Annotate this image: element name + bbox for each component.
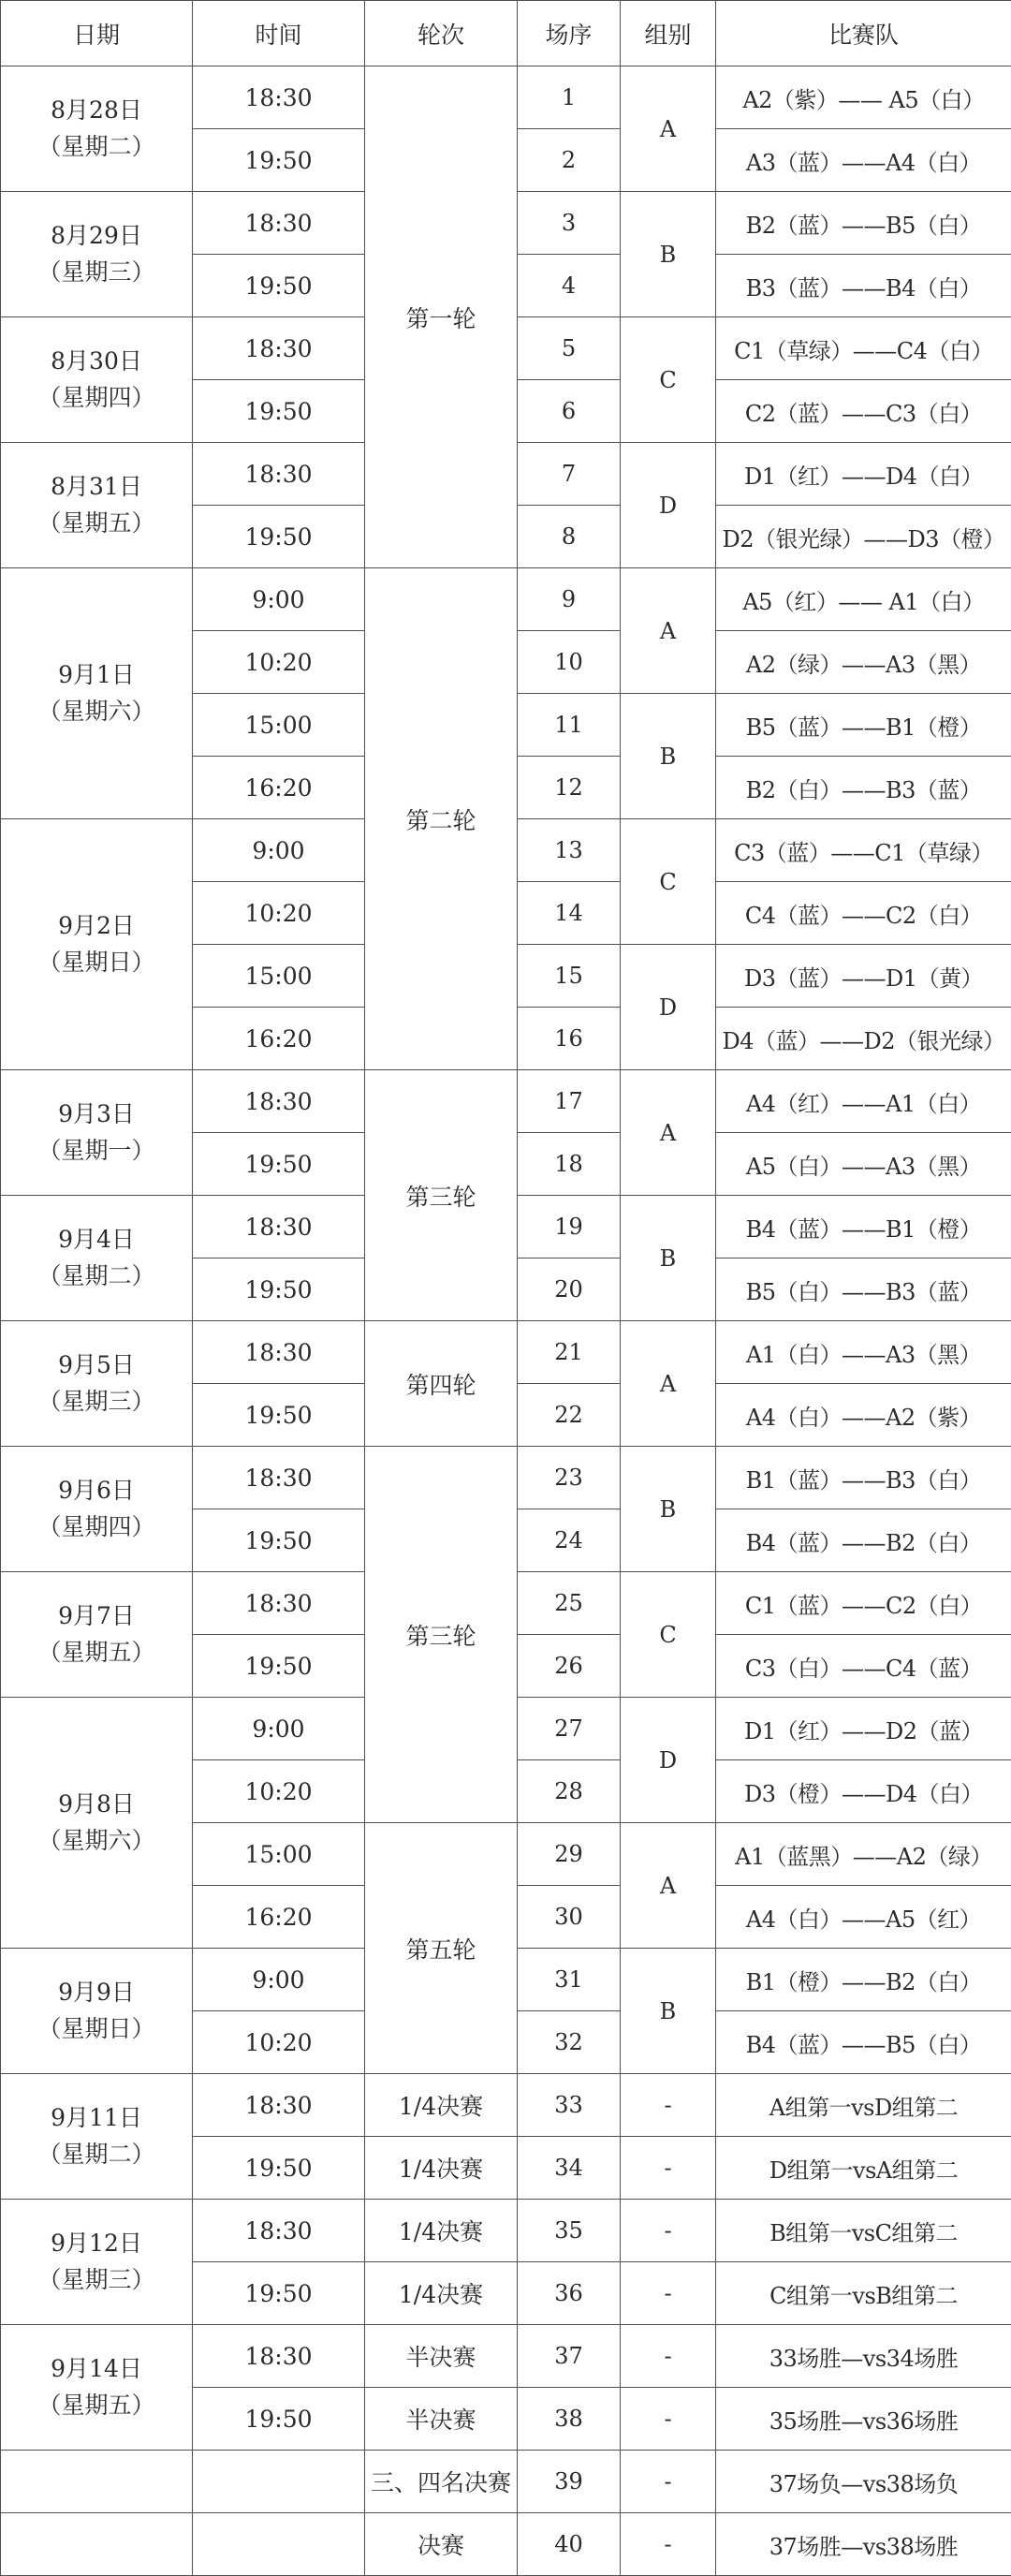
time-cell: 18:30 — [193, 2074, 365, 2137]
time-cell: 19:50 — [193, 2137, 365, 2200]
time-cell: 9:00 — [193, 819, 365, 882]
matchup-cell: B3（蓝）——B4（白） — [716, 255, 1011, 317]
weekday-text: （星期四） — [1, 380, 192, 417]
matchup-cell: C1（草绿）——C4（白） — [716, 317, 1011, 380]
date-cell — [1, 317, 193, 443]
match-number-cell: 19 — [518, 1196, 621, 1259]
group-cell: A — [621, 1823, 716, 1949]
weekday-text: （星期二） — [1, 129, 192, 166]
header-round: 轮次 — [365, 1, 518, 66]
matchup-cell: A2（绿）——A3（黑） — [716, 631, 1011, 694]
weekday-text: （星期二） — [1, 1259, 192, 1295]
match-number-cell: 15 — [518, 945, 621, 1008]
time-cell — [193, 2451, 365, 2513]
match-number-cell: 17 — [518, 1070, 621, 1133]
date-cell — [1, 1447, 193, 1572]
group-cell: C — [621, 1572, 716, 1698]
table-row — [1, 2451, 1011, 2513]
time-cell: 10:20 — [193, 2011, 365, 2074]
matchup-cell: 33场胜—vs34场胜 — [716, 2325, 1011, 2388]
matchup-cell: C4（蓝）——C2（白） — [716, 882, 1011, 945]
matchup-cell: B2（白）——B3（蓝） — [716, 757, 1011, 819]
time-cell: 19:50 — [193, 1509, 365, 1572]
time-cell: 19:50 — [193, 1133, 365, 1196]
weekday-text: （星期四） — [1, 1509, 192, 1546]
weekday-text: （星期五） — [1, 2388, 192, 2424]
match-number-cell: 12 — [518, 757, 621, 819]
group-cell: A — [621, 1070, 716, 1196]
time-cell: 9:00 — [193, 1949, 365, 2011]
time-cell: 16:20 — [193, 1886, 365, 1949]
time-cell: 10:20 — [193, 882, 365, 945]
round-cell: 第四轮 — [365, 1321, 518, 1447]
date-text: 9月14日 — [1, 2351, 192, 2388]
time-cell: 15:00 — [193, 694, 365, 757]
match-number-cell: 25 — [518, 1572, 621, 1635]
matchup-cell: A5（白）——A3（黑） — [716, 1133, 1011, 1196]
table-row — [1, 1321, 1011, 1384]
time-cell: 15:00 — [193, 945, 365, 1008]
weekday-text: （星期一） — [1, 1133, 192, 1170]
match-number-cell: 1 — [518, 66, 621, 129]
match-number-cell: 23 — [518, 1447, 621, 1509]
match-number-cell: 29 — [518, 1823, 621, 1886]
time-cell: 19:50 — [193, 1635, 365, 1698]
time-cell — [193, 2513, 365, 2576]
group-cell: C — [621, 819, 716, 945]
time-cell: 16:20 — [193, 1008, 365, 1070]
date-cell — [1, 1949, 193, 2074]
matchup-cell: D4（蓝）——D2（银光绿） — [716, 1008, 1011, 1070]
date-text: 8月31日 — [1, 469, 192, 506]
date-text: 9月4日 — [1, 1222, 192, 1259]
round-cell: 第三轮 — [365, 1070, 518, 1321]
header-time: 时间 — [193, 1, 365, 66]
match-number-cell: 13 — [518, 819, 621, 882]
table-row — [1, 2513, 1011, 2576]
time-cell: 19:50 — [193, 255, 365, 317]
date-text: 9月7日 — [1, 1598, 192, 1635]
matchup-cell: B1（橙）——B2（白） — [716, 1949, 1011, 2011]
header-group: 组别 — [621, 1, 716, 66]
match-number-cell: 14 — [518, 882, 621, 945]
time-cell: 19:50 — [193, 1384, 365, 1447]
time-cell: 18:30 — [193, 66, 365, 129]
match-number-cell: 35 — [518, 2200, 621, 2262]
weekday-text: （星期日） — [1, 2011, 192, 2048]
match-number-cell: 11 — [518, 694, 621, 757]
match-number-cell: 3 — [518, 192, 621, 255]
matchup-cell: 35场胜—vs36场胜 — [716, 2388, 1011, 2451]
date-text: 9月5日 — [1, 1347, 192, 1384]
match-number-cell: 27 — [518, 1698, 621, 1760]
matchup-cell: A1（白）——A3（黑） — [716, 1321, 1011, 1384]
match-number-cell: 6 — [518, 380, 621, 443]
match-number-cell: 22 — [518, 1384, 621, 1447]
group-cell: A — [621, 66, 716, 192]
date-text: 9月8日 — [1, 1787, 192, 1823]
time-cell: 18:30 — [193, 1572, 365, 1635]
matchup-cell: C组第一vsB组第二 — [716, 2262, 1011, 2325]
time-cell: 18:30 — [193, 1321, 365, 1384]
round-cell: 第三轮 — [365, 1447, 518, 1823]
table-row — [1, 66, 1011, 129]
date-text: 9月2日 — [1, 908, 192, 945]
matchup-cell: A1（蓝黑）——A2（绿） — [716, 1823, 1011, 1886]
date-cell — [1, 1196, 193, 1321]
time-cell: 18:30 — [193, 317, 365, 380]
date-cell — [1, 2325, 193, 2451]
time-cell: 18:30 — [193, 443, 365, 506]
matchup-cell: B组第一vsC组第二 — [716, 2200, 1011, 2262]
match-number-cell: 33 — [518, 2074, 621, 2137]
matchup-cell: A4（红）——A1（白） — [716, 1070, 1011, 1133]
round-cell: 第二轮 — [365, 568, 518, 1070]
match-number-cell: 24 — [518, 1509, 621, 1572]
group-cell: A — [621, 1321, 716, 1447]
round-cell: 1/4决赛 — [365, 2137, 518, 2200]
group-cell: C — [621, 317, 716, 443]
group-cell: D — [621, 443, 716, 568]
matchup-cell: D1（红）——D4（白） — [716, 443, 1011, 506]
time-cell: 18:30 — [193, 2200, 365, 2262]
round-cell: 半决赛 — [365, 2388, 518, 2451]
date-cell — [1, 1698, 193, 1949]
match-number-cell: 30 — [518, 1886, 621, 1949]
weekday-text: （星期六） — [1, 694, 192, 730]
match-number-cell: 2 — [518, 129, 621, 192]
weekday-text: （星期三） — [1, 1384, 192, 1420]
date-text: 9月11日 — [1, 2100, 192, 2137]
time-cell: 19:50 — [193, 380, 365, 443]
date-cell — [1, 2200, 193, 2325]
date-text: 8月30日 — [1, 344, 192, 380]
group-cell: - — [621, 2388, 716, 2451]
match-number-cell: 36 — [518, 2262, 621, 2325]
date-text: 9月12日 — [1, 2226, 192, 2262]
group-cell: B — [621, 192, 716, 317]
group-cell: - — [621, 2262, 716, 2325]
header-teams: 比赛队 — [716, 1, 1011, 66]
date-text: 9月1日 — [1, 657, 192, 694]
match-number-cell: 39 — [518, 2451, 621, 2513]
group-cell: A — [621, 568, 716, 694]
matchup-cell: B1（蓝）——B3（白） — [716, 1447, 1011, 1509]
match-number-cell: 16 — [518, 1008, 621, 1070]
match-number-cell: 34 — [518, 2137, 621, 2200]
schedule-body — [1, 66, 1011, 2576]
date-cell — [1, 568, 193, 819]
matchup-cell: C3（蓝）——C1（草绿） — [716, 819, 1011, 882]
group-cell: D — [621, 1698, 716, 1823]
time-cell: 18:30 — [193, 1196, 365, 1259]
matchup-cell: A组第一vsD组第二 — [716, 2074, 1011, 2137]
time-cell: 18:30 — [193, 192, 365, 255]
round-cell: 第五轮 — [365, 1823, 518, 2074]
matchup-cell: B4（蓝）——B1（橙） — [716, 1196, 1011, 1259]
time-cell: 18:30 — [193, 1070, 365, 1133]
matchup-cell: D3（橙）——D4（白） — [716, 1760, 1011, 1823]
time-cell: 18:30 — [193, 2325, 365, 2388]
round-cell: 1/4决赛 — [365, 2200, 518, 2262]
group-cell: B — [621, 694, 716, 819]
date-cell — [1, 66, 193, 192]
date-text: 9月3日 — [1, 1097, 192, 1133]
matchup-cell: A4（白）——A5（红） — [716, 1886, 1011, 1949]
match-number-cell: 37 — [518, 2325, 621, 2388]
match-number-cell: 5 — [518, 317, 621, 380]
matchup-cell: D组第一vsA组第二 — [716, 2137, 1011, 2200]
matchup-cell: B2（蓝）——B5（白） — [716, 192, 1011, 255]
date-cell — [1, 1070, 193, 1196]
table-row — [1, 568, 1011, 631]
header-row — [1, 1, 1011, 66]
match-number-cell: 38 — [518, 2388, 621, 2451]
time-cell: 19:50 — [193, 2262, 365, 2325]
time-cell: 9:00 — [193, 568, 365, 631]
time-cell: 19:50 — [193, 1259, 365, 1321]
table-row — [1, 2200, 1011, 2262]
match-number-cell: 10 — [518, 631, 621, 694]
weekday-text: （星期日） — [1, 945, 192, 981]
round-cell: 三、四名决赛 — [365, 2451, 518, 2513]
time-cell: 18:30 — [193, 1447, 365, 1509]
date-cell — [1, 192, 193, 317]
match-number-cell: 40 — [518, 2513, 621, 2576]
table-row — [1, 2074, 1011, 2137]
matchup-cell: D1（红）——D2（蓝） — [716, 1698, 1011, 1760]
header-match-no: 场序 — [518, 1, 621, 66]
match-number-cell: 28 — [518, 1760, 621, 1823]
group-cell: - — [621, 2074, 716, 2137]
group-cell: B — [621, 1949, 716, 2074]
match-number-cell: 4 — [518, 255, 621, 317]
weekday-text: （星期二） — [1, 2137, 192, 2173]
table-row — [1, 1447, 1011, 1509]
matchup-cell: 37场负—vs38场负 — [716, 2451, 1011, 2513]
weekday-text: （星期三） — [1, 2262, 192, 2299]
group-cell: D — [621, 945, 716, 1070]
date-cell — [1, 1572, 193, 1698]
date-cell — [1, 1321, 193, 1447]
group-cell: - — [621, 2200, 716, 2262]
header-date: 日期 — [1, 1, 193, 66]
match-number-cell: 9 — [518, 568, 621, 631]
match-number-cell: 18 — [518, 1133, 621, 1196]
date-cell — [1, 819, 193, 1070]
time-cell: 9:00 — [193, 1698, 365, 1760]
match-number-cell: 20 — [518, 1259, 621, 1321]
group-cell: - — [621, 2451, 716, 2513]
group-cell: B — [621, 1447, 716, 1572]
group-cell: B — [621, 1196, 716, 1321]
round-cell: 决赛 — [365, 2513, 518, 2576]
date-text: 8月29日 — [1, 218, 192, 255]
matchup-cell: A5（红）—— A1（白） — [716, 568, 1011, 631]
match-number-cell: 26 — [518, 1635, 621, 1698]
table-row — [1, 1070, 1011, 1133]
weekday-text: （星期三） — [1, 255, 192, 291]
matchup-cell: B4（蓝）——B2（白） — [716, 1509, 1011, 1572]
weekday-text: （星期五） — [1, 1635, 192, 1671]
time-cell: 10:20 — [193, 1760, 365, 1823]
group-cell: - — [621, 2325, 716, 2388]
date-text: 9月9日 — [1, 1975, 192, 2011]
time-cell: 19:50 — [193, 129, 365, 192]
matchup-cell: B5（白）——B3（蓝） — [716, 1259, 1011, 1321]
group-cell: - — [621, 2137, 716, 2200]
date-cell — [1, 2451, 193, 2513]
date-cell — [1, 2074, 193, 2200]
matchup-cell: A2（紫）—— A5（白） — [716, 66, 1011, 129]
weekday-text: （星期五） — [1, 506, 192, 542]
round-cell: 第一轮 — [365, 66, 518, 568]
matchup-cell: B5（蓝）——B1（橙） — [716, 694, 1011, 757]
time-cell: 19:50 — [193, 506, 365, 568]
matchup-cell: C3（白）——C4（蓝） — [716, 1635, 1011, 1698]
matchup-cell: D3（蓝）——D1（黄） — [716, 945, 1011, 1008]
match-number-cell: 21 — [518, 1321, 621, 1384]
matchup-cell: B4（蓝）——B5（白） — [716, 2011, 1011, 2074]
time-cell: 10:20 — [193, 631, 365, 694]
matchup-cell: D2（银光绿）——D3（橙） — [716, 506, 1011, 568]
match-number-cell: 32 — [518, 2011, 621, 2074]
match-number-cell: 31 — [518, 1949, 621, 2011]
table-row — [1, 2325, 1011, 2388]
matchup-cell: C2（蓝）——C3（白） — [716, 380, 1011, 443]
group-cell: - — [621, 2513, 716, 2576]
date-cell — [1, 2513, 193, 2576]
time-cell: 15:00 — [193, 1823, 365, 1886]
date-text: 8月28日 — [1, 93, 192, 129]
round-cell: 1/4决赛 — [365, 2262, 518, 2325]
matchup-cell: C1（蓝）——C2（白） — [716, 1572, 1011, 1635]
matchup-cell: A4（白）——A2（紫） — [716, 1384, 1011, 1447]
date-cell — [1, 443, 193, 568]
matchup-cell: A3（蓝）——A4（白） — [716, 129, 1011, 192]
time-cell: 16:20 — [193, 757, 365, 819]
matchup-cell: 37场胜—vs38场胜 — [716, 2513, 1011, 2576]
round-cell: 1/4决赛 — [365, 2074, 518, 2137]
date-text: 9月6日 — [1, 1473, 192, 1509]
match-number-cell: 8 — [518, 506, 621, 568]
round-cell: 半决赛 — [365, 2325, 518, 2388]
weekday-text: （星期六） — [1, 1823, 192, 1860]
match-number-cell: 7 — [518, 443, 621, 506]
time-cell: 19:50 — [193, 2388, 365, 2451]
